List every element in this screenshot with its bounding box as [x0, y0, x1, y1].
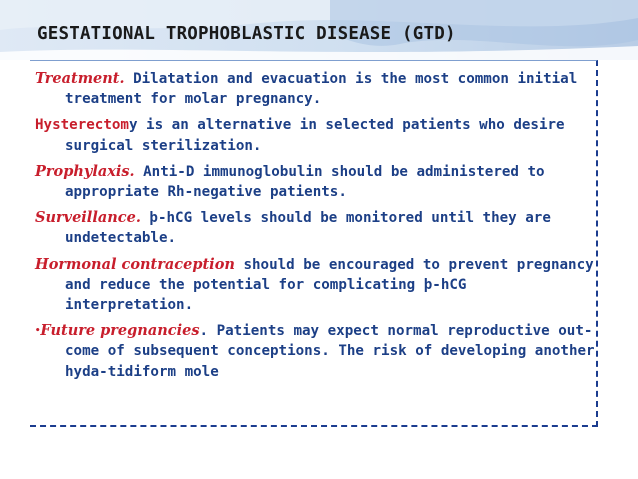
list-item-hysterectomy — [35, 115, 595, 155]
bullet-list — [35, 69, 595, 388]
slide-title: GESTATIONAL TROPHOBLASTIC DISEASE (GTD) — [37, 24, 456, 44]
item-text: . Patients may expect normal reproductive out-come of subsequent conceptions. The risk of developing another hyda-tidiform mole — [65, 323, 595, 380]
list-item-surveillance — [35, 208, 595, 248]
item-lead: Hysterectom — [35, 117, 129, 134]
item-lead: Treatment. — [35, 70, 125, 87]
item-lead: Prophylaxis. — [35, 162, 135, 180]
bullet-dot: • — [35, 326, 41, 337]
item-lead: Hormonal contraception — [35, 255, 235, 273]
list-item-hormonal-contraception — [35, 255, 595, 316]
list-item-treatment — [35, 69, 595, 109]
list-item-future-pregnancies — [35, 321, 595, 382]
list-item-prophylaxis — [35, 162, 595, 202]
item-text: Anti-D immunoglobulin should be administered to appropriate Rh-negative patients. — [65, 163, 545, 201]
item-text: should be encouraged to prevent pregnancy and reduce the potential for complicating þ-hCG interpretation. — [65, 256, 594, 314]
item-text: þ-hCG levels should be monitored until they are undetectable. — [65, 210, 551, 247]
item-lead: Future pregnancies — [40, 322, 200, 340]
item-text: y is an alternative in selected patients who desire surgical sterilization. — [65, 117, 565, 154]
item-lead: Surveillance. — [35, 209, 141, 227]
item-text: Dilatation and evacuation is the most common initial treatment for molar pregnancy. — [65, 71, 578, 108]
